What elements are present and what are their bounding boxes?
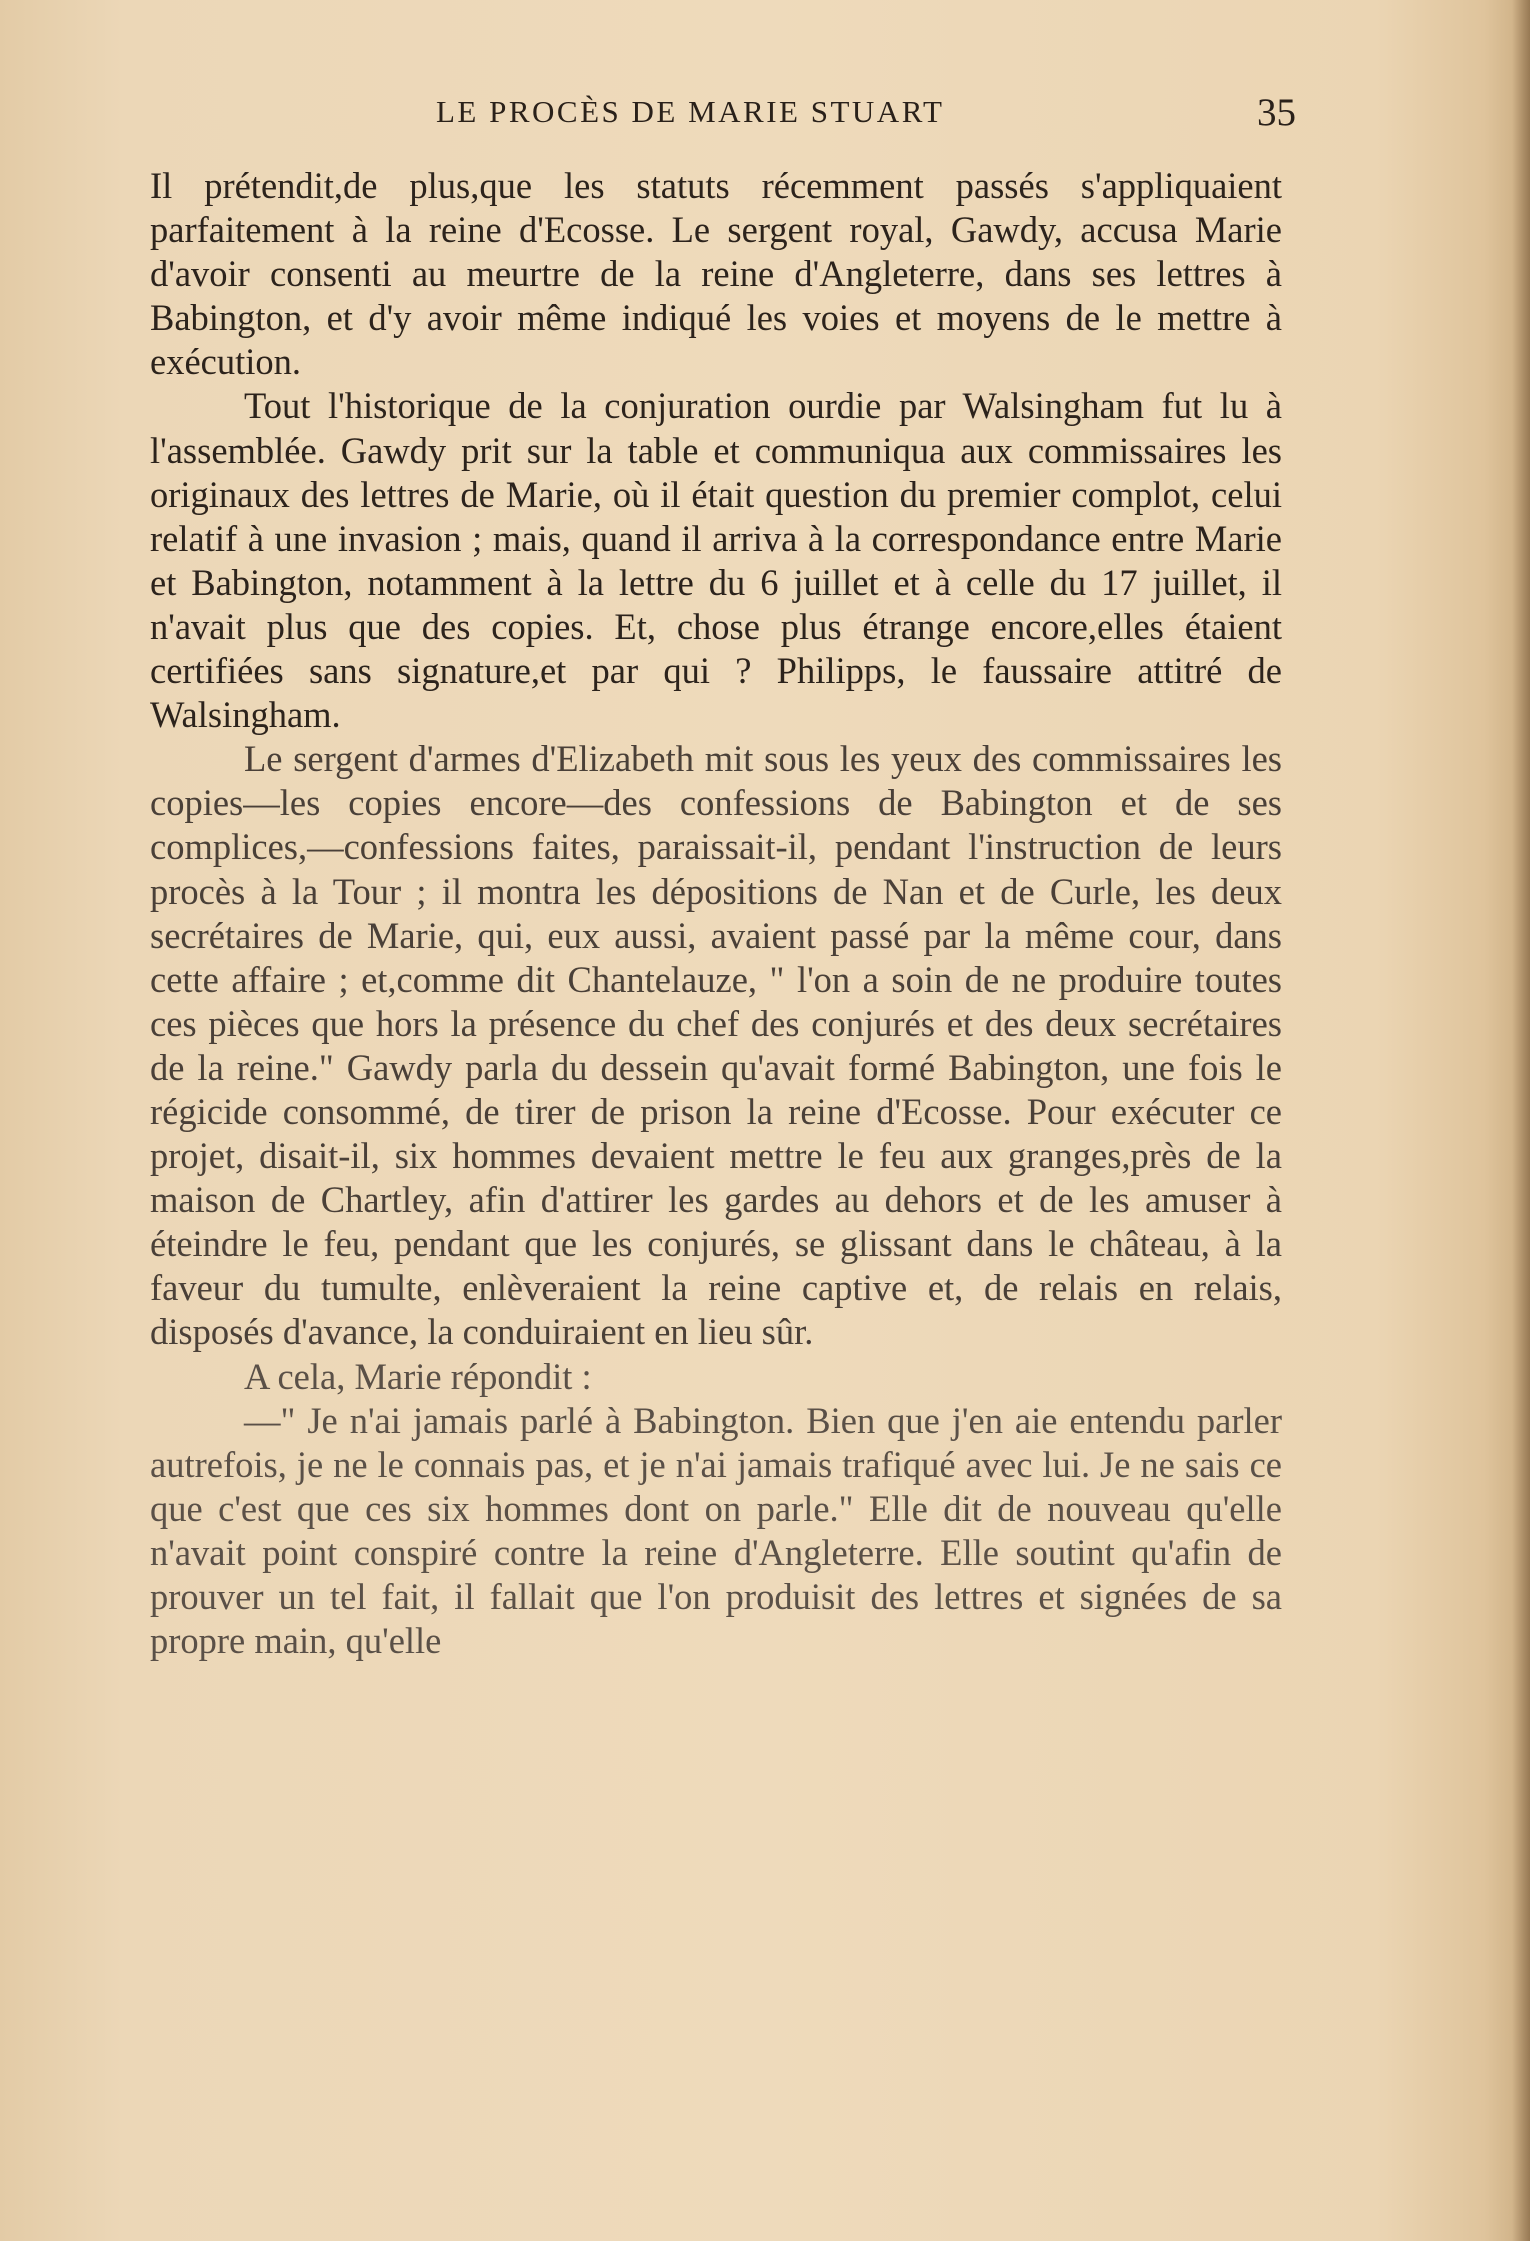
page-number: 35 (1257, 91, 1296, 134)
paragraph: —" Je n'ai jamais parlé à Babington. Bien que j'en aie entendu parler autrefois, je ne le connais pas, et je n'ai jamais trafiqué avec lui. Je ne sais ce que c'est que ces six hommes dont on parle." Elle dit de nouveau qu'elle n'avait point conspiré contre la reine d'Angleterre. Elle soutint qu'afin de prouver un tel fait, il fallait que l'on produisit des lettres et signées de sa propre main, qu'elle (150, 1399, 1282, 1662)
page-body (150, 164, 1282, 1663)
paragraph: A cela, Marie répondit : (244, 1355, 592, 1397)
page-header (150, 90, 1296, 140)
paragraph: Le sergent d'armes d'Elizabeth mit sous les yeux des commissaires les copies—les copies encore—des confessions de Babington et de ses complices,—confessions faites, paraissait-il, pendant l'instruction de leurs procès à la Tour ; il montra les dépositions de Nan et de Curle, les deux secrétaires de Marie, qui, eux aussi, avaient passé par la même cour, dans cette affaire ; et,comme dit Chantelauze, " l'on a soin de ne produire toutes ces pièces que hors la présence du chef des conjurés et des deux secrétaires de la reine." Gawdy parla du dessein qu'avait formé Babington, une fois le régicide consommé, de tirer de prison la reine d'Ecosse. Pour exécuter ce projet, disait-il, six hommes devaient mettre le feu aux granges,près de la maison de Chartley, afin d'attirer les gardes au dehors et de les amuser à éteindre le feu, pendant que les conjurés, se glissant dans le château, à la faveur du tumulte, enlèveraient la reine captive et, de relais en relais, disposés d'avance, la conduiraient en lieu sûr. (150, 738, 1282, 1353)
paragraph: Tout l'historique de la conjuration ourdie par Walsingham fut lu à l'assemblée. Gawdy prit sur la table et communiqua aux commissaires les originaux des lettres de Marie, où il était question du premier complot, celui relatif à une invasion ; mais, quand il arriva à la correspondance entre Marie et Babington, notamment à la lettre du 6 juillet et à celle du 17 juillet, il n'avait plus que des copies. Et, chose plus étrange encore,elles étaient certifiées sans signature,et par qui ? Philipps, le faussaire attitré de Walsingham. (150, 385, 1282, 736)
running-head: LE PROCÈS DE MARIE STUART (436, 94, 945, 129)
page-edge-shadow (1512, 0, 1530, 2241)
paragraph: Il prétendit,de plus,que les statuts récemment passés s'appliquaient parfaitement à la reine d'Ecosse. Le sergent royal, Gawdy, accusa Marie d'avoir consenti au meurtre de la reine d'Angleterre, dans ses lettres à Babington, et d'y avoir même indiqué les voies et moyens de le mettre à exécution. (150, 165, 1282, 383)
